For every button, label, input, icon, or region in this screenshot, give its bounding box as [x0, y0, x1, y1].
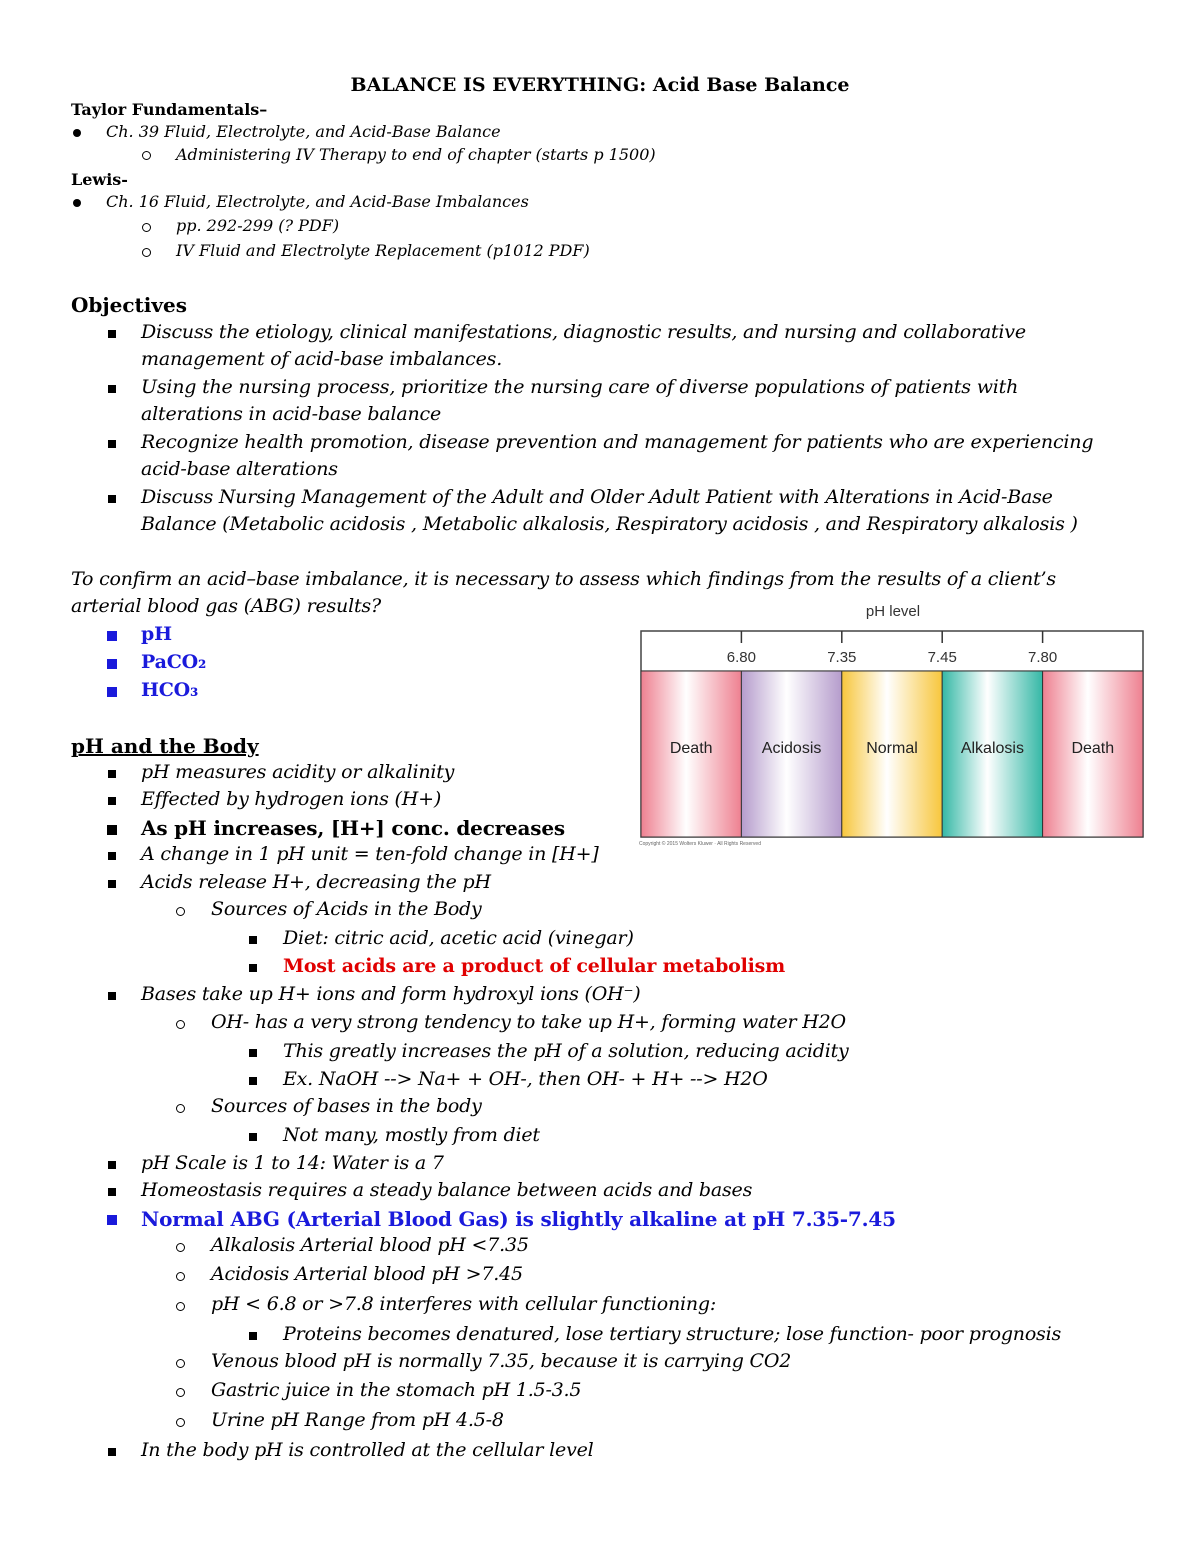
ph-heading: pH and the Body: [71, 734, 259, 758]
lewis-item: Ch. 16 Fluid, Electrolyte, and Acid-Base Imbalances: [106, 192, 529, 211]
ph-line-5a1: Diet: citric acid, acetic acid (vinegar): [283, 927, 634, 949]
lewis-subitem-2: IV Fluid and Electrolyte Replacement (p1012 PDF): [176, 241, 590, 260]
tick-label: 7.80: [1027, 649, 1058, 666]
bullet-square: [249, 964, 257, 972]
ph-line-6a2: Ex. NaOH --> Na+ + OH-, then OH- + H+ --> H2O: [283, 1068, 768, 1090]
bullet-square: [249, 1133, 257, 1141]
taylor-heading: Taylor Fundamentals–: [71, 100, 268, 119]
ph-line-1: pH measures acidity or alkalinity: [141, 761, 455, 783]
bullet-square: [249, 936, 257, 944]
chart-copyright: Copyright © 2015 Wolters Kluwer · All Rights Reserved: [639, 841, 761, 846]
bullet-square: [108, 385, 116, 393]
bullet-square: [108, 797, 116, 805]
bullet-circle: [176, 907, 185, 916]
ph-line-5a: Sources of Acids in the Body: [211, 898, 482, 920]
bullet-square: [249, 1077, 257, 1085]
bullet-square: [108, 880, 116, 888]
bullet-circle: [142, 223, 151, 232]
taylor-item: Ch. 39 Fluid, Electrolyte, and Acid-Base Balance: [106, 122, 501, 141]
bullet-square: [108, 1448, 116, 1456]
bullet-square: [108, 1188, 116, 1196]
page-title: BALANCE IS EVERYTHING: Acid Base Balance: [350, 74, 850, 96]
objective-1-line-2: management of acid-base imbalances.: [141, 348, 503, 370]
zone-death-label: Death: [669, 740, 713, 757]
zone-alkalosis-label: Alkalosis: [960, 740, 1024, 757]
tick-label: 7.45: [927, 649, 957, 666]
ph-line-6b1: Not many, mostly from diet: [283, 1124, 540, 1146]
answer-ph: pH: [141, 623, 172, 645]
ph-line-9a: Alkalosis Arterial blood pH <7.35: [211, 1234, 529, 1256]
question-line-1: To confirm an acid–base imbalance, it is necessary to assess which findings from the results of a client’s: [71, 568, 1056, 590]
bullet-square: [107, 1215, 117, 1225]
objective-3-line-1: Recognize health promotion, disease prevention and management for patients who are experiencing: [141, 431, 1094, 453]
bullet-square: [108, 440, 116, 448]
ph-line-3: As pH increases, [H+] conc. decreases: [141, 816, 565, 840]
ph-line-10: In the body pH is controlled at the cellular level: [141, 1439, 594, 1461]
bullet-circle: [176, 1243, 185, 1252]
bullet-dot: [73, 129, 81, 137]
ph-line-6a: OH- has a very strong tendency to take up H+, forming water H2O: [211, 1011, 846, 1033]
bullet-square: [108, 770, 116, 778]
bullet-circle: [176, 1020, 185, 1029]
ph-line-6a1: This greatly increases the pH of a solution, reducing acidity: [283, 1040, 849, 1062]
ph-line-2: Effected by hydrogen ions (H+): [141, 788, 442, 810]
bullet-square: [108, 495, 116, 503]
bullet-square: [107, 687, 117, 697]
ph-line-9c1: Proteins becomes denatured, lose tertiary structure; lose function- poor prognosis: [283, 1323, 1062, 1345]
ph-line-9c: pH < 6.8 or >7.8 interferes with cellular functioning:: [211, 1293, 717, 1315]
objectives-heading: Objectives: [71, 293, 187, 317]
chart-title: pH level: [865, 603, 921, 620]
bullet-circle: [176, 1388, 185, 1397]
bullet-circle: [176, 1418, 185, 1427]
ph-level-chart: [637, 600, 1145, 846]
ph-line-9e: Gastric juice in the stomach pH 1.5-3.5: [211, 1379, 582, 1401]
tick-label: 7.35: [827, 649, 857, 666]
lewis-heading: Lewis-: [71, 170, 128, 189]
objective-3-line-2: acid-base alterations: [141, 458, 338, 480]
ph-line-9d: Venous blood pH is normally 7.35, because it is carrying CO2: [211, 1350, 792, 1372]
bullet-dot: [73, 199, 81, 207]
ph-line-6: Bases take up H+ ions and form hydroxyl ions (OH⁻): [141, 983, 641, 1005]
objective-2-line-2: alterations in acid-base balance: [141, 403, 441, 425]
answer-hco3: HCO₃: [141, 679, 199, 701]
bullet-circle: [176, 1272, 185, 1281]
bullet-circle: [142, 248, 151, 257]
ph-line-7: pH Scale is 1 to 14: Water is a 7: [141, 1152, 444, 1174]
tick-label: 6.80: [726, 649, 757, 666]
bullet-square: [108, 330, 116, 338]
bullet-circle: [142, 151, 151, 160]
bullet-square: [249, 1332, 257, 1340]
objective-4-line-2: Balance (Metabolic acidosis , Metabolic alkalosis, Respiratory acidosis , and Respiratory alkalosis ): [141, 513, 1078, 535]
zone-death-label: Death: [1071, 740, 1115, 757]
bullet-square: [107, 825, 117, 835]
bullet-square: [107, 659, 117, 669]
bullet-circle: [176, 1359, 185, 1368]
bullet-square: [108, 992, 116, 1000]
ph-line-9b: Acidosis Arterial blood pH >7.45: [211, 1263, 523, 1285]
lewis-subitem-1: pp. 292-299 (? PDF): [176, 216, 340, 235]
zone-acidosis-label: Acidosis: [761, 740, 822, 757]
ph-line-9f: Urine pH Range from pH 4.5-8: [211, 1409, 504, 1431]
ph-line-4: A change in 1 pH unit = ten-fold change in [H+]: [141, 843, 599, 865]
ph-line-8: Homeostasis requires a steady balance between acids and bases: [141, 1179, 753, 1201]
objective-1-line-1: Discuss the etiology, clinical manifestations, diagnostic results, and nursing and collaborative: [141, 321, 1026, 343]
bullet-square: [107, 631, 117, 641]
objective-4-line-1: Discuss Nursing Management of the Adult and Older Adult Patient with Alterations in Acid-Base: [141, 486, 1053, 508]
ph-line-6b: Sources of bases in the body: [211, 1095, 482, 1117]
bullet-circle: [176, 1104, 185, 1113]
question-line-2: arterial blood gas (ABG) results?: [71, 595, 381, 617]
ph-line-5a2: Most acids are a product of cellular metabolism: [283, 955, 786, 977]
bullet-square: [249, 1049, 257, 1057]
bullet-square: [108, 1161, 116, 1169]
bullet-circle: [176, 1302, 185, 1311]
answer-paco2: PaCO₂: [141, 651, 207, 673]
ph-line-5: Acids release H+, decreasing the pH: [141, 871, 491, 893]
ph-line-9: Normal ABG (Arterial Blood Gas) is slightly alkaline at pH 7.35-7.45: [141, 1207, 896, 1231]
zone-normal-label: Normal: [866, 740, 918, 757]
taylor-subitem: Administering IV Therapy to end of chapter (starts p 1500): [176, 145, 656, 164]
objective-2-line-1: Using the nursing process, prioritize the nursing care of diverse populations of patients with: [141, 376, 1019, 398]
bullet-square: [108, 852, 116, 860]
